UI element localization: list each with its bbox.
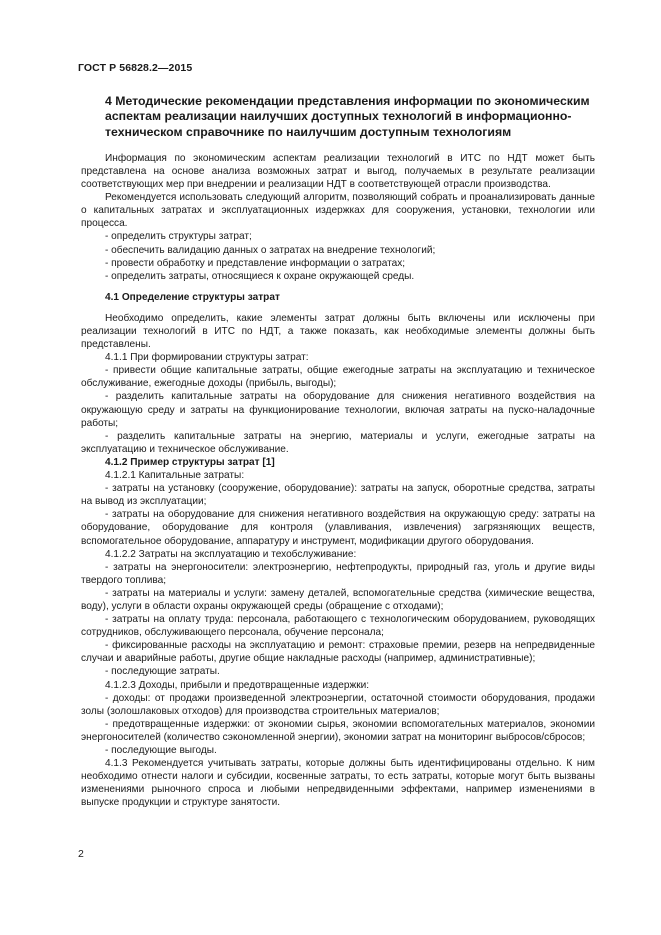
clause-heading: 4.1.1 При формировании структуры затрат: bbox=[105, 352, 309, 364]
list-item: - определить структуры затрат; bbox=[105, 231, 252, 243]
list-item: - последующие выгоды. bbox=[105, 745, 217, 757]
list-item: - определить затраты, относящиеся к охране окружающей среды. bbox=[105, 270, 415, 282]
clause-heading: 4.1.2.1 Капитальные затраты: bbox=[105, 470, 245, 482]
document-code: ГОСТ Р 56828.2—2015 bbox=[78, 62, 193, 74]
list-item: - затраты на материалы и услуги: замену деталей, вспомогательные средства (химические вещества, воду), услуги в области охраны окружающей среды (обращение с отходами); bbox=[81, 587, 595, 612]
clause-heading: 4.1.2.2 Затраты на эксплуатацию и техобслуживание: bbox=[105, 548, 357, 560]
subsection-title: 4.1 Определение структуры затрат bbox=[105, 291, 280, 303]
list-item: - затраты на оплату труда: персонала, работающего с технологическим оборудованием, руководящих сотрудников, обслуживающего персонала, обучение персонала; bbox=[81, 614, 595, 639]
list-item: - затраты на оборудование для снижения негативного воздействия на окружающую среду: затраты на оборудование, оборудование для контроля (улавливания, извлечения) загрязняющих веществ, вспомогательное оборудование, аппаратуру и инструмент, модификации другого оборудования. bbox=[81, 509, 595, 547]
list-item: - последующие затраты. bbox=[105, 666, 220, 678]
paragraph: Рекомендуется использовать следующий алгоритм, позволяющий собрать и проанализировать данные о капитальных затратах и эксплуатационных издержках для сооружения, установки, технологии или процесса. bbox=[81, 192, 595, 230]
list-item: - предотвращенные издержки: от экономии сырья, экономии вспомогательных материалов, экономии энергоносителей (количество сэкономленной энергии), экономии затрат на мониторинг выбросов/сбросов; bbox=[81, 718, 595, 743]
list-item: - фиксированные расходы на эксплуатацию и ремонт: страховые премии, резерв на непредвиденные случаи и аварийные работы, другие общие накладные расходы (например, административные); bbox=[81, 640, 595, 665]
page-content bbox=[81, 94, 595, 809]
subsection-title: 4.1.2 Пример структуры затрат [1] bbox=[105, 456, 275, 468]
paragraph: Необходимо определить, какие элементы затрат должны быть включены или исключены при реализации технологий в ИТС по НДТ, а также показать, как необходимые элементы должны быть представлены. bbox=[81, 312, 595, 351]
paragraph: Информация по экономическим аспектам реализации технологий в ИТС по НДТ может быть представлена на основе анализа возможных затрат и выгод, получаемых в результате реализации соответствующих мер при внедрении и реализации НДТ в соответствующей отрасли производства. bbox=[81, 152, 595, 191]
list-item: - обеспечить валидацию данных о затратах на внедрение технологий; bbox=[105, 244, 436, 256]
list-item: - привести общие капитальные затраты, общие ежегодные затраты на эксплуатацию и техническое обслуживание, ежегодные доходы (прибыль, выгоды); bbox=[81, 365, 595, 390]
page-number: 2 bbox=[78, 848, 84, 860]
list-item: - провести обработку и представление информации о затратах; bbox=[105, 257, 406, 269]
list-item: - затраты на установку (сооружение, оборудование): затраты на запуск, оборотные средства, затраты на вывод из эксплуатации; bbox=[81, 483, 595, 508]
list-item: - разделить капитальные затраты на энергию, материалы и услуги, ежегодные затраты на эксплуатацию и техническое обслуживание. bbox=[81, 430, 595, 455]
list-item: - разделить капитальные затраты на оборудование для снижения негативного воздействия на окружающую среду и затраты на функционирование технологии, включая затраты на пуско-наладочные работы; bbox=[81, 391, 595, 429]
list-item: - доходы: от продажи произведенной электроэнергии, остаточной стоимости оборудования, продажи золы (золошлаковых отходов) для производства строительных материалов; bbox=[81, 692, 595, 717]
section-title: 4 Методические рекомендации представления информации по экономическим аспектам реализации наилучших доступных технологий в информационно-техническом справочнике по наилучшим доступным технологиям bbox=[105, 94, 590, 139]
list-item: - затраты на энергоносители: электроэнергию, нефтепродукты, природный газ, уголь и другие виды твердого топлива; bbox=[81, 561, 595, 586]
paragraph: 4.1.3 Рекомендуется учитывать затраты, которые должны быть идентифицированы отдельно. К ним необходимо отнести налоги и субсидии, косвенные затраты, то есть затраты, которые могут быть вызваны изменениями рыночного спроса и любыми непредвиденными эффектами, например изменениями в выпуске продукции и структуре занятости. bbox=[81, 758, 595, 809]
clause-heading: 4.1.2.3 Доходы, прибыли и предотвращенные издержки: bbox=[105, 679, 370, 691]
